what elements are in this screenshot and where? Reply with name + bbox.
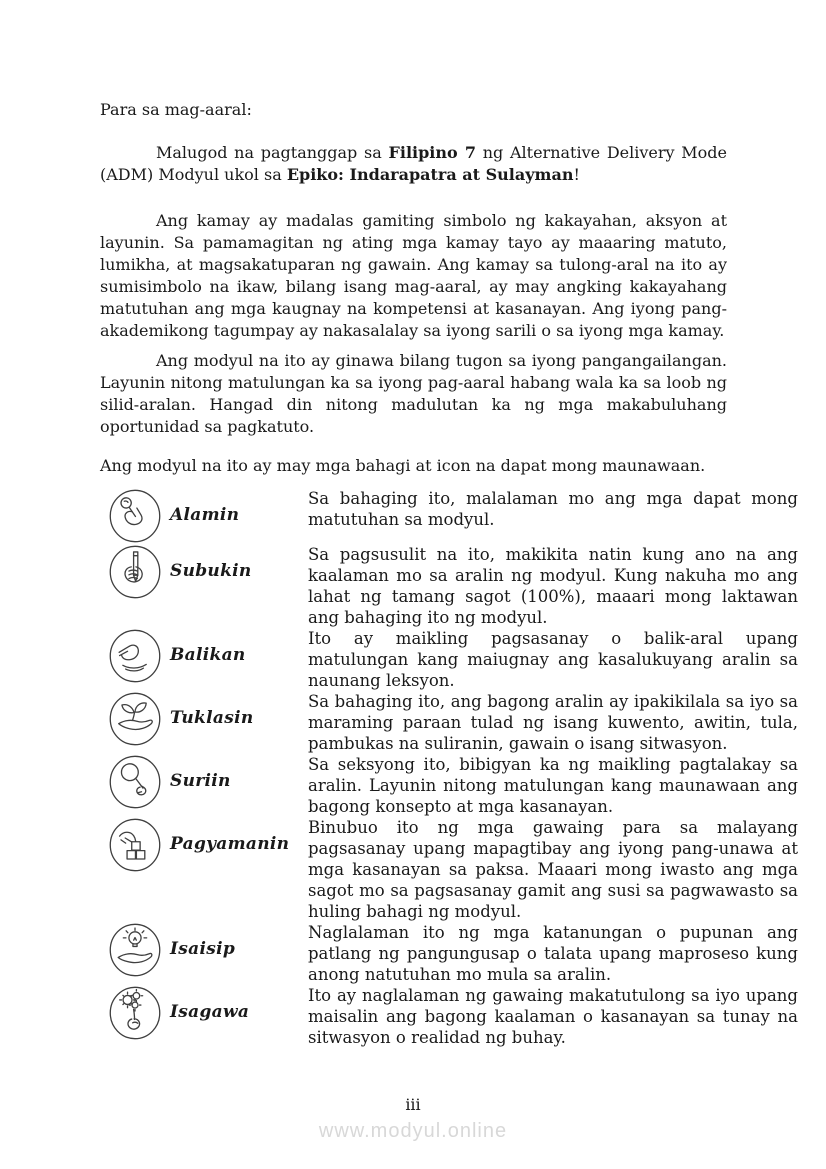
- icon-guide-row: [100, 817, 798, 922]
- section-label: Isaisip: [170, 939, 236, 959]
- page-number: iii: [405, 1095, 421, 1114]
- section-description: Ito ay maikling pagsasanay o balik-aral upang matulungan kang maiugnay ang kasalukuyang aralin sa naunang leksyon.: [308, 629, 798, 690]
- icon-guide-row: [100, 985, 798, 1048]
- page-content: [100, 99, 798, 1048]
- welcome-paragraph: [100, 142, 727, 186]
- icon-guide-lead: Ang modyul na ito ay may mga bahagi at icon na dapat mong maunawaan.: [100, 456, 706, 475]
- hand-magnifying-glass-icon: [107, 754, 163, 810]
- lightbulb-over-hand-icon: [107, 922, 163, 978]
- section-label: Isagawa: [170, 1002, 250, 1022]
- icon-guide-table: [100, 488, 798, 1048]
- section-description: Sa seksyong ito, bibigyan ka ng maikling pagtalakay sa aralin. Layunin nitong matulungan kang maunawaan ang bagong konsepto at mga kasanayan.: [308, 755, 798, 816]
- hand-holding-pencil-icon: [107, 544, 163, 600]
- icon-guide-row: [100, 488, 798, 544]
- section-description: Naglalaman ito ng mga katanungan o pupunan ang patlang ng pangungusap o talata upang maproseso kung anong natutuhan mo mula sa aralin.: [308, 923, 798, 984]
- watermark-text: www.modyul.online: [318, 1120, 508, 1142]
- welcome-text: Malugod na pagtanggap sa: [156, 143, 389, 162]
- section-description: Ito ay naglalaman ng gawaing makatutulong sa iyo upang maisalin ang bagong kaalaman o kasanayan sa tunay na sitwasyon o realidad ng buhay.: [308, 986, 798, 1047]
- hand-pointing-back-icon: [107, 628, 163, 684]
- section-label: Tuklasin: [170, 708, 254, 728]
- module-title-epiko: Epiko: Indarapatra at Sulayman: [286, 165, 574, 184]
- section-label: Balikan: [170, 645, 246, 665]
- section-label: Subukin: [170, 561, 252, 581]
- icon-guide-row: [100, 691, 798, 754]
- icon-guide-row: [100, 922, 798, 985]
- icon-guide-row: [100, 544, 798, 628]
- welcome-text: !: [573, 165, 580, 184]
- module-title-filipino7: Filipino 7: [388, 143, 476, 162]
- section-description: Sa bahaging ito, ang bagong aralin ay ipakikilala sa iyo sa maraming paraan tulad ng isang kuwento, awitin, tula, pambukas na suliranin, gawain o isang sitwasyon.: [308, 692, 798, 753]
- section-description: Sa bahaging ito, malalaman mo ang mga dapat mong matutuhan sa modyul.: [308, 489, 798, 529]
- hand-holding-gears-icon: [107, 985, 163, 1041]
- paragraph-kamay: Ang kamay ay madalas gamiting simbolo ng kakayahan, aksyon at layunin. Sa pamamagitan ng ating mga kamay tayo ay maaaring matuto, lumikha, at magsakatuparan ng gawain. Ang kamay sa tulong-aral na ito ay sumisimbolo na ikaw, bilang isang mag-aaral, ay may angking kakayahang matutuhan ang mga kaugnay na kompetensi at kasanayan. Ang iyong pang-akademikong tagumpay ay nakasalalay sa iyong sarili o sa iyong mga kamay.: [100, 211, 727, 340]
- section-description: Sa pagsusulit na ito, makikita natin kung ano na ang kaalaman mo sa aralin ng modyul. Kung nakuha mo ang lahat ng tamang sagot (100%), maaari mong laktawan ang bahaging ito ng modyul.: [308, 545, 798, 627]
- section-label: Alamin: [170, 505, 240, 525]
- icon-guide-row: [100, 754, 798, 817]
- hand-holding-sprout-icon: [107, 691, 163, 747]
- section-label: Pagyamanin: [170, 834, 290, 854]
- section-label: Suriin: [170, 771, 231, 791]
- hand-press-button-icon: [107, 488, 163, 544]
- welcome-text: ng Alternative Delivery Mode (ADM) Modyul ukol sa: [100, 143, 727, 184]
- hand-stacking-blocks-icon: [107, 817, 163, 873]
- section-description: Binubuo ito ng mga gawaing para sa malayang pagsasanay upang mapagtibay ang iyong pang-unawa at mga kasanayan sa paksa. Maaari mong iwasto ang mga sagot mo sa pagsasanay gamit ang susi sa pagwawasto sa huling bahagi ng modyul.: [308, 818, 798, 921]
- icon-guide-row: [100, 628, 798, 691]
- greeting-line: Para sa mag-aaral:: [100, 100, 252, 119]
- paragraph-modyul: Ang modyul na ito ay ginawa bilang tugon sa iyong pangangailangan. Layunin nitong matulungan ka sa iyong pag-aaral habang wala ka sa loob ng silid-aralan. Hangad din nitong madulutan ka ng mga makabuluhang oportunidad sa pagkatuto.: [100, 351, 727, 436]
